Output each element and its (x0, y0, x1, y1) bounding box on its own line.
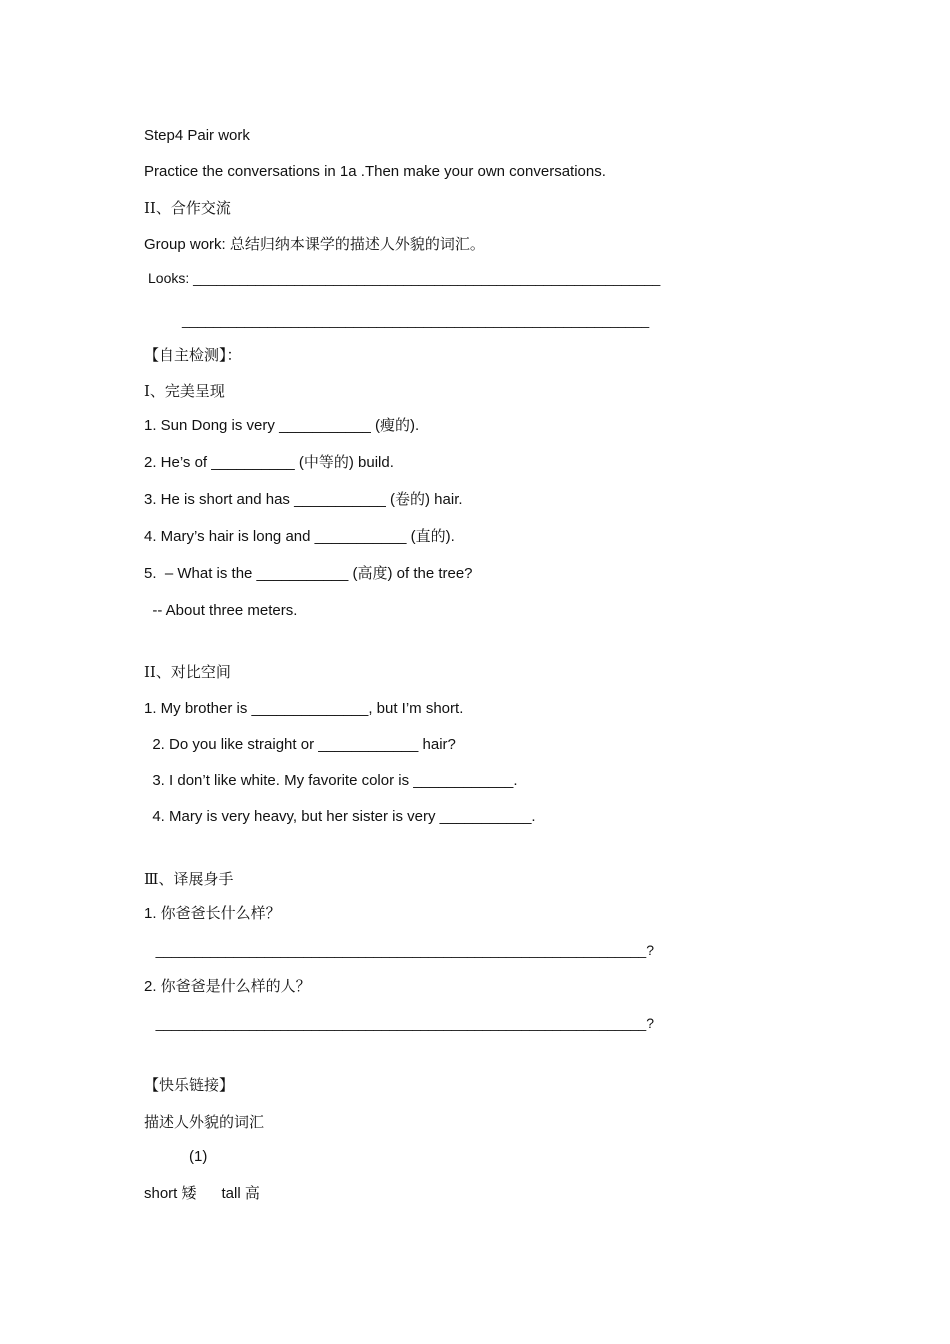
section3-question-1: 1. 你爸爸长什么样？ (144, 905, 281, 922)
section1-item-2: 2. He’s of __________ (中等的) build. (144, 454, 394, 471)
section1-item-5: 5. – What is the ___________ (高度) of the tree? (144, 565, 473, 582)
section2-item-4: 4. Mary is very heavy, but her sister is very ___________. (144, 808, 536, 825)
group-work-text: Group work: 总结归纳本课学的描述人外貌的词汇。 (144, 236, 485, 253)
section3-question-2: 2. 你爸爸是什么样的人？ (144, 978, 311, 995)
happy-link-heading: 【快乐链接】 (144, 1076, 235, 1094)
section2-item-3: 3. I don’t like white. My favorite color is ____________. (144, 772, 518, 789)
section1-item-4: 4. Mary’s hair is long and ___________ (直的). (144, 528, 455, 545)
step4-instruction: Practice the conversations in 1a .Then make your own conversations. (144, 163, 606, 180)
section1-item-5-answer: -- About three meters. (144, 602, 298, 619)
cooperate-heading: II、合作交流 (144, 199, 231, 217)
section2-heading: II、对比空间 (144, 663, 231, 681)
step4-heading: Step4 Pair work (144, 127, 250, 144)
section2-item-2: 2. Do you like straight or ____________ hair? (144, 736, 456, 753)
section2-item-1: 1. My brother is ______________, but I’m short. (144, 700, 464, 717)
section3-answer-line-1: _______________________________________________________________? (144, 942, 654, 958)
looks-line-continued: ____________________________________________________________ (182, 312, 650, 328)
section1-item-1: 1. Sun Dong is very ___________ (瘦的). (144, 417, 420, 434)
section1-item-3: 3. He is short and has ___________ (卷的) hair. (144, 491, 463, 508)
happy-link-number: (1) (189, 1148, 208, 1165)
section1-heading: Ⅰ、完美呈现 (144, 382, 225, 400)
section3-answer-line-2: _______________________________________________________________? (144, 1015, 654, 1031)
self-check-heading: 【自主检测】： (144, 346, 242, 364)
section3-heading: Ⅲ、译展身手 (144, 870, 234, 888)
happy-link-word-pair: short 矮 tall 高 (144, 1185, 260, 1202)
looks-line: Looks: ____________________________________________________________ (148, 270, 661, 286)
happy-link-subheading: 描述人外貌的词汇 (144, 1113, 265, 1131)
